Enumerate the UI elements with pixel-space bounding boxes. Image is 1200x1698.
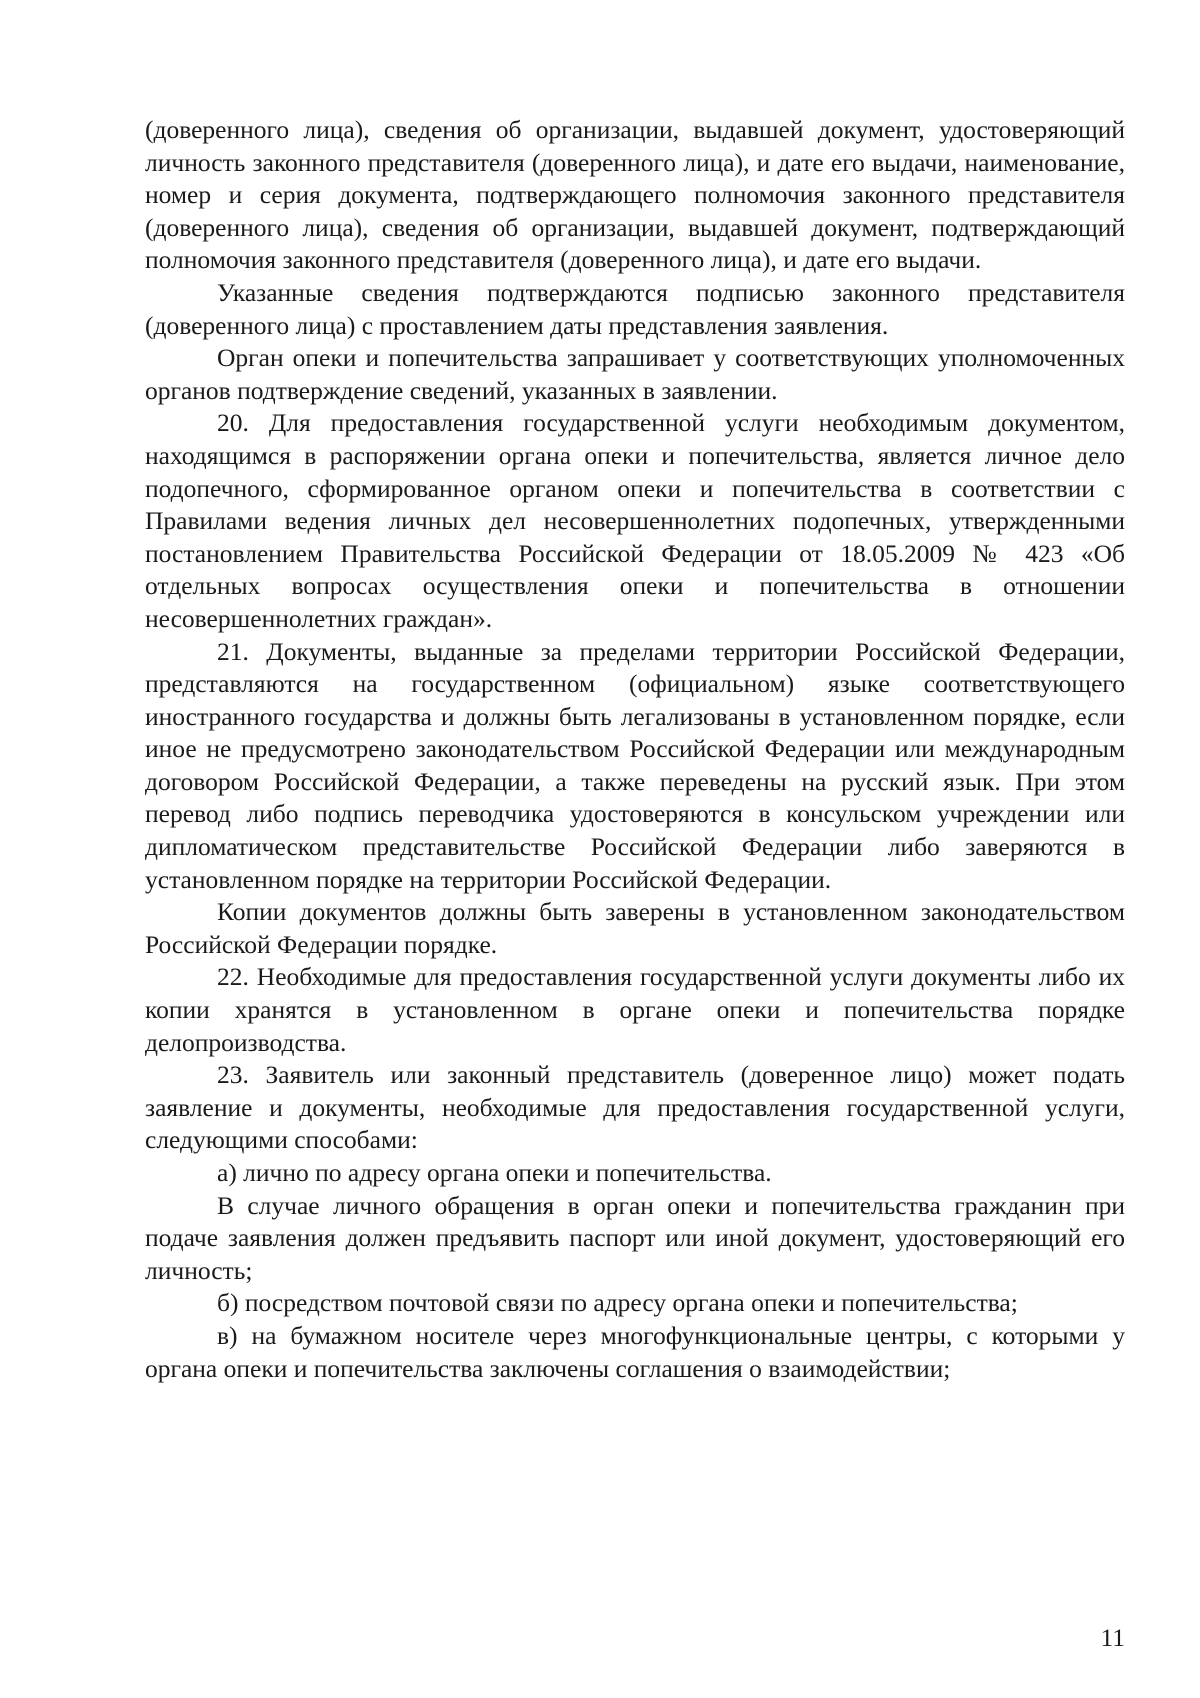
paragraph-item-23-v: в) на бумажном носителе через многофункциональные центры, с которыми у органа опеки и попечительства заключены соглашения о взаимодействии; — [145, 1320, 1125, 1383]
paragraph-item-20: 20. Для предоставления государственной услуги необходимым документом, находящимся в распоряжении органа опеки и попечительства, является личное дело подопечного, сформированное органом опеки и попечительства в соответствии с Правилами ведения личных дел несовершеннолетних подопечных, утвержденными постановлением Правительства Российской Федерации от 18.05.2009 № 423 «Об отдельных вопросах осуществления опеки и попечительства в отношении несовершеннолетних граждан». — [145, 408, 1125, 633]
paragraph-guardianship-request: Орган опеки и попечительства запрашивает у соответствующих уполномоченных органов подтверждение сведений, указанных в заявлении. — [145, 343, 1125, 405]
paragraph-continuation: (доверенного лица), сведения об организации, выдавшей документ, удостоверяющий личность законного представителя (доверенного лица), и дате его выдачи, наименование, номер и серия документа, подтверждающего полномочия законного представителя (доверенного лица), сведения об организации, выдавшей документ, подтверждающий полномочия законного представителя (доверенного лица), и дате его выдачи. — [145, 115, 1125, 275]
paragraph-item-23-b: б) посредством почтовой связи по адресу органа опеки и попечительства; — [217, 1288, 1018, 1318]
paragraph-item-22: 22. Необходимые для предоставления государственной услуги документы либо их копии хранятся в установленном в органе опеки и попечительства порядке делопроизводства. — [145, 962, 1125, 1057]
paragraph-signature-confirmation: Указанные сведения подтверждаются подписью законного представителя (доверенного лица) с проставлением даты представления заявления. — [145, 277, 1125, 340]
paragraph-item-23: 23. Заявитель или законный представитель (доверенное лицо) может подать заявление и документы, необходимые для предоставления государственной услуги, следующими способами: — [145, 1060, 1125, 1155]
paragraph-item-23-a: а) лично по адресу органа опеки и попечительства. — [217, 1158, 772, 1187]
page-number: 11 — [1100, 1623, 1125, 1652]
paragraph-item-21: 21. Документы, выданные за пределами территории Российской Федерации, представляются на государственном (официальном) языке соответствующего иностранного государства и должны быть легализованы в установленном порядке, если иное не предусмотрено законодательством Российской Федерации или международным договором Российской Федерации, а также переведены на русский язык. При этом перевод либо подпись переводчика удостоверяются в консульском учреждении или дипломатическом представительстве Российской Федерации либо заверяются в установленном порядке на территории Российской Федерации. — [145, 636, 1125, 894]
paragraph-personal-visit: В случае личного обращения в орган опеки и попечительства гражданин при подаче заявления должен предъявить паспорт или иной документ, удостоверяющий его личность; — [145, 1190, 1125, 1285]
paragraph-copies-certified: Копии документов должны быть заверены в установленном законодательством Российской Федерации порядке. — [145, 897, 1125, 959]
document-body — [145, 114, 1125, 1385]
